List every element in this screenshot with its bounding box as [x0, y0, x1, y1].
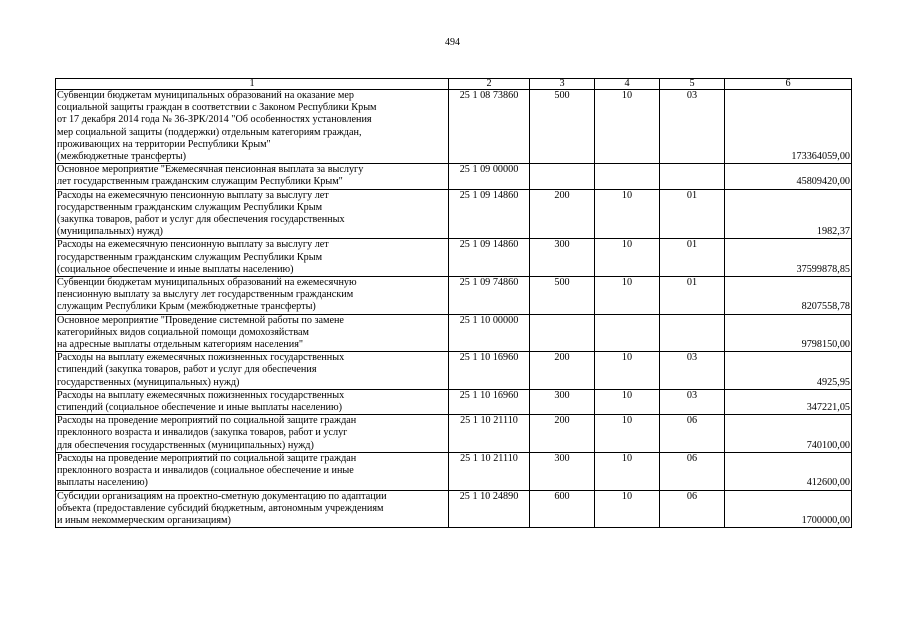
row-name-line: (межбюджетные трансферты): [57, 151, 187, 163]
row-code-cell: 25 1 09 00000: [449, 164, 530, 189]
row-name-line: категорийных видов социальной помощи домохозяйствам: [57, 326, 309, 338]
row-name-line: преклонного возраста и инвалидов (социальное обеспечение и иные: [57, 465, 354, 477]
table-row: [56, 314, 852, 352]
row-subsection-cell: 06: [660, 490, 725, 528]
row-sum-cell: 412600,00: [725, 452, 852, 490]
row-expense-type-cell: 600: [530, 490, 595, 528]
row-name-line: от 17 декабря 2014 года № 36-ЗРК/2014 "Об особенностях установления: [57, 114, 372, 126]
row-name-cell: [56, 277, 449, 315]
row-name-cell: [56, 490, 449, 528]
row-sum-cell: 1982,37: [725, 189, 852, 239]
row-sum-cell: 45809420,00: [725, 164, 852, 189]
row-sum-cell: 740100,00: [725, 415, 852, 453]
row-sum-cell: 37599878,85: [725, 239, 852, 277]
row-name-line: государственным гражданским служащим Республики Крым: [57, 201, 323, 213]
row-name-cell: [56, 189, 449, 239]
header-col-1: 1: [56, 79, 449, 90]
row-code-cell: 25 1 10 24890: [449, 490, 530, 528]
row-name-line: социальной защиты граждан в соответствии с Законом Республики Крым: [57, 102, 377, 114]
row-expense-type-cell: [530, 314, 595, 352]
row-expense-type-cell: [530, 164, 595, 189]
row-section-cell: 10: [595, 239, 660, 277]
row-code-cell: 25 1 10 21110: [449, 452, 530, 490]
row-name-line: объекта (предоставление субсидий бюджетным, автономным учреждениям: [57, 502, 384, 514]
row-section-cell: 10: [595, 415, 660, 453]
table-row: [56, 452, 852, 490]
table-row: [56, 189, 852, 239]
row-name-cell: [56, 389, 449, 414]
row-name-line: Расходы на проведение мероприятий по социальной защите граждан: [57, 452, 357, 464]
row-expense-type-cell: 200: [530, 415, 595, 453]
row-expense-type-cell: 500: [530, 277, 595, 315]
row-code-cell: 25 1 10 16960: [449, 389, 530, 414]
row-name-cell: [56, 452, 449, 490]
row-code-cell: 25 1 10 16960: [449, 352, 530, 390]
budget-table: [55, 78, 852, 528]
row-name-line: преклонного возраста и инвалидов (закупка товаров, работ и услуг: [57, 427, 348, 439]
row-code-cell: 25 1 10 21110: [449, 415, 530, 453]
row-name-line: Расходы на выплату ежемесячных пожизненных государственных: [57, 389, 345, 401]
row-code-cell: 25 1 10 00000: [449, 314, 530, 352]
row-section-cell: [595, 314, 660, 352]
table-row: [56, 239, 852, 277]
row-subsection-cell: 03: [660, 90, 725, 164]
table-row: [56, 90, 852, 164]
row-name-line: на адресные выплаты отдельным категориям населения": [57, 339, 304, 351]
row-sum-cell: 173364059,00: [725, 90, 852, 164]
header-col-2: 2: [449, 79, 530, 90]
row-subsection-cell: 01: [660, 189, 725, 239]
row-subsection-cell: 03: [660, 352, 725, 390]
table-row: [56, 415, 852, 453]
header-col-4: 4: [595, 79, 660, 90]
row-subsection-cell: 06: [660, 415, 725, 453]
row-name-line: проживающих на территории Республики Крым": [57, 138, 271, 150]
table-row: [56, 164, 852, 189]
row-name-line: Расходы на ежемесячную пенсионную выплату за выслугу лет: [57, 189, 329, 201]
header-col-6: 6: [725, 79, 852, 90]
row-name-line: Основное мероприятие "Ежемесячная пенсионная выплата за выслугу: [57, 164, 364, 176]
row-name-line: государственных (муниципальных) нужд): [57, 376, 240, 388]
row-name-line: выплаты населению): [57, 477, 148, 489]
row-code-cell: 25 1 09 14860: [449, 239, 530, 277]
row-name-line: служащим Республики Крым (межбюджетные трансферты): [57, 301, 316, 313]
row-name-line: для обеспечения государственных (муниципальных) нужд): [57, 439, 314, 451]
row-code-cell: 25 1 08 73860: [449, 90, 530, 164]
row-sum-cell: 9798150,00: [725, 314, 852, 352]
row-name-line: Расходы на ежемесячную пенсионную выплату за выслугу лет: [57, 239, 329, 251]
row-name-line: государственным гражданским служащим Республики Крым: [57, 251, 323, 263]
row-name-cell: [56, 352, 449, 390]
row-expense-type-cell: 200: [530, 352, 595, 390]
row-sum-cell: 1700000,00: [725, 490, 852, 528]
row-name-cell: [56, 164, 449, 189]
row-name-line: лет государственным гражданским служащим Республики Крым": [57, 176, 343, 188]
row-name-line: Основное мероприятие "Проведение системной работы по замене: [57, 314, 344, 326]
row-subsection-cell: 01: [660, 239, 725, 277]
row-code-cell: 25 1 09 14860: [449, 189, 530, 239]
row-subsection-cell: 03: [660, 389, 725, 414]
row-section-cell: 10: [595, 490, 660, 528]
row-code-cell: 25 1 09 74860: [449, 277, 530, 315]
row-name-line: стипендий (социальное обеспечение и иные выплаты населению): [57, 402, 343, 414]
row-expense-type-cell: 200: [530, 189, 595, 239]
row-expense-type-cell: 500: [530, 90, 595, 164]
row-name-cell: [56, 314, 449, 352]
row-name-line: и иным некоммерческим организациям): [57, 514, 231, 526]
row-name-line: (муниципальных) нужд): [57, 226, 163, 238]
row-section-cell: 10: [595, 452, 660, 490]
row-section-cell: 10: [595, 389, 660, 414]
row-subsection-cell: [660, 314, 725, 352]
table-row: [56, 277, 852, 315]
row-name-cell: [56, 90, 449, 164]
page-number: 494: [445, 37, 460, 48]
table-row: [56, 389, 852, 414]
row-subsection-cell: [660, 164, 725, 189]
row-name-line: Расходы на выплату ежемесячных пожизненных государственных: [57, 352, 345, 364]
table-header-row: [56, 79, 852, 90]
row-section-cell: 10: [595, 352, 660, 390]
row-name-line: Субвенции бюджетам муниципальных образований на ежемесячную: [57, 277, 357, 289]
table-row: [56, 352, 852, 390]
row-sum-cell: 4925,95: [725, 352, 852, 390]
row-name-cell: [56, 415, 449, 453]
row-expense-type-cell: 300: [530, 452, 595, 490]
row-name-line: Субвенции бюджетам муниципальных образований на оказание мер: [57, 90, 354, 101]
row-name-line: (социальное обеспечение и иные выплаты населению): [57, 263, 294, 275]
row-subsection-cell: 01: [660, 277, 725, 315]
row-section-cell: [595, 164, 660, 189]
row-name-line: Расходы на проведение мероприятий по социальной защите граждан: [57, 415, 357, 427]
row-name-line: Субсидии организациям на проектно-сметную документацию по адаптации: [57, 490, 387, 502]
row-section-cell: 10: [595, 189, 660, 239]
row-name-line: пенсионную выплату за выслугу лет государственным гражданским: [57, 289, 354, 301]
row-sum-cell: 347221,05: [725, 389, 852, 414]
header-col-3: 3: [530, 79, 595, 90]
table-row: [56, 490, 852, 528]
row-subsection-cell: 06: [660, 452, 725, 490]
row-section-cell: 10: [595, 90, 660, 164]
row-name-cell: [56, 239, 449, 277]
row-expense-type-cell: 300: [530, 239, 595, 277]
row-section-cell: 10: [595, 277, 660, 315]
table-body: [56, 90, 852, 528]
row-name-line: (закупка товаров, работ и услуг для обеспечения государственных: [57, 214, 345, 226]
header-col-5: 5: [660, 79, 725, 90]
row-name-line: мер социальной защиты (поддержки) отдельным категориям граждан,: [57, 126, 362, 138]
row-expense-type-cell: 300: [530, 389, 595, 414]
row-name-line: стипендий (закупка товаров, работ и услуг для обеспечения: [57, 364, 317, 376]
row-sum-cell: 8207558,78: [725, 277, 852, 315]
